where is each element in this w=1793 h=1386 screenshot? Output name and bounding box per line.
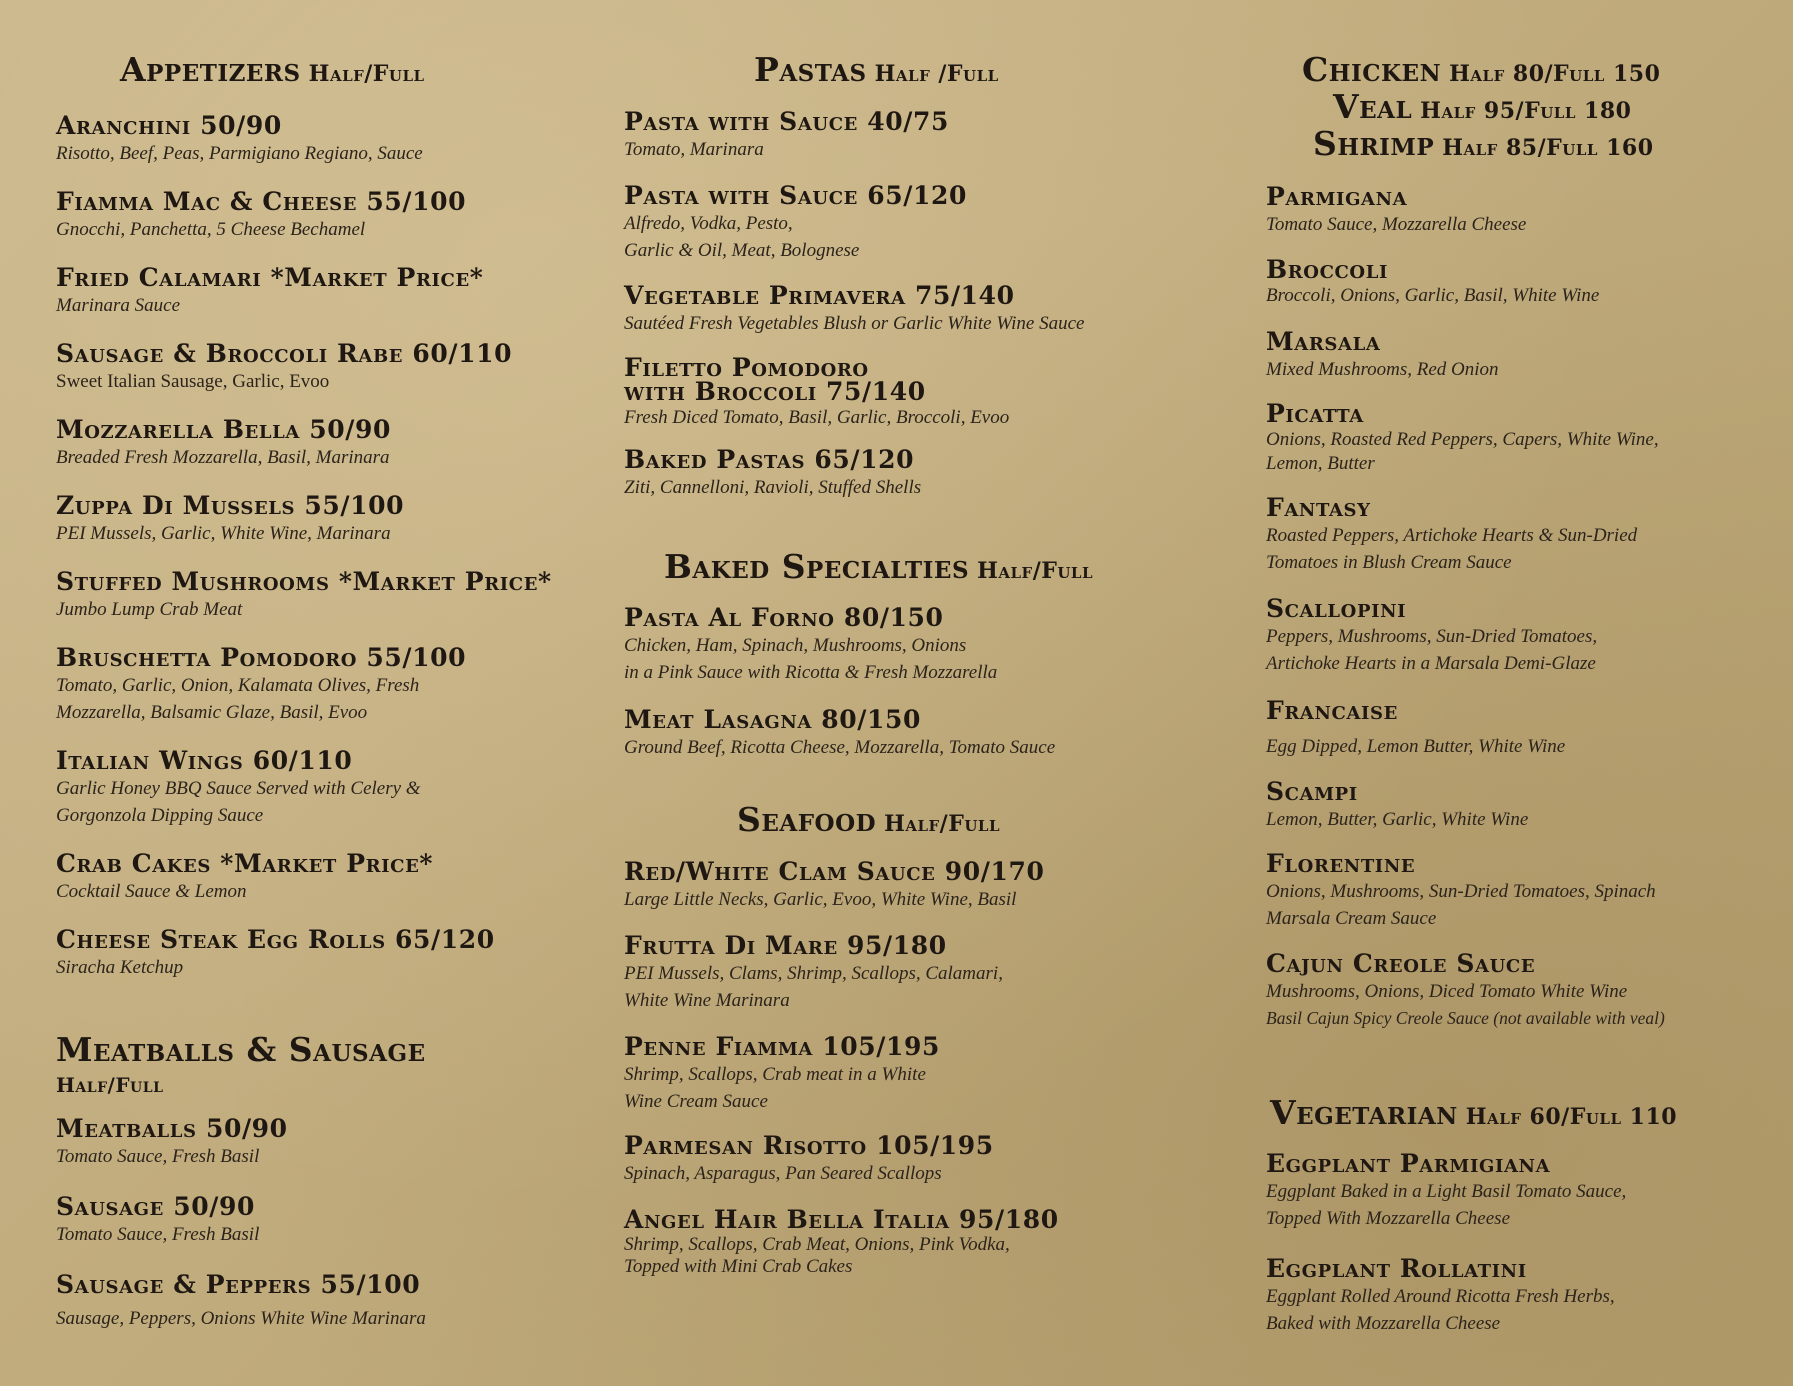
- menu-item: [56, 926, 495, 981]
- item-description: Chicken, Ham, Spinach, Mushrooms, Onions in a Pink Sauce with Ricotta & Fresh Mozzarella: [624, 635, 998, 683]
- chicken-heading: Chicken Half 80/Full 150: [1302, 50, 1661, 89]
- menu-item: [56, 340, 512, 395]
- menu-item: [56, 416, 391, 471]
- item-description: Mushrooms, Onions, Diced Tomato White Wine Basil Cajun Spicy Creole Sauce (not available with veal): [1266, 981, 1665, 1028]
- item-name: Bruschetta Pomodoro 55/100: [56, 643, 467, 672]
- item-name: Meat Lasagna 80/150: [624, 705, 921, 734]
- item-description: Tomato Sauce, Fresh Basil: [56, 1224, 260, 1245]
- item-name: Francaise: [1266, 696, 1398, 725]
- item-description: Sausage, Peppers, Onions White Wine Marinara: [56, 1308, 426, 1329]
- vegetarian-heading: Vegetarian Half 60/Full 110: [1270, 1093, 1678, 1132]
- item-name: Marsala: [1266, 327, 1381, 356]
- shrimp-heading: Shrimp Half 85/Full 160: [1313, 124, 1654, 163]
- item-name: Broccoli: [1266, 255, 1388, 284]
- item-description: Jumbo Lump Crab Meat: [56, 599, 243, 620]
- item-description: Sautéed Fresh Vegetables Blush or Garlic White Wine Sauce: [624, 313, 1085, 334]
- pastas-heading: Pastas Half /Full: [754, 50, 999, 89]
- item-description: Garlic Honey BBQ Sauce Served with Celery & Gorgonzola Dipping Sauce: [56, 778, 421, 826]
- item-description: Risotto, Beef, Peas, Parmigiano Regiano, Sauce: [56, 143, 423, 164]
- item-name: Pasta Al Forno 80/150: [624, 603, 944, 632]
- item-name: Frutta Di Mare 95/180: [624, 931, 947, 960]
- item-name: Italian Wings 60/110: [56, 746, 353, 775]
- item-description: Tomato, Marinara: [624, 139, 764, 160]
- item-description: Siracha Ketchup: [56, 957, 184, 978]
- menu-item: [624, 1132, 994, 1187]
- item-name: Scampi: [1266, 777, 1358, 806]
- item-name: Parmigana: [1266, 182, 1408, 211]
- item-name: Sausage 50/90: [56, 1192, 255, 1221]
- item-name: Crab Cakes *Market Price*: [56, 849, 434, 878]
- appetizers-heading: Appetizers Half/Full: [120, 50, 425, 89]
- item-name: Fried Calamari *Market Price*: [56, 263, 484, 292]
- item-description: Lemon, Butter, Garlic, White Wine: [1266, 809, 1529, 830]
- menu-item: [1266, 778, 1528, 833]
- item-name: Parmesan Risotto 105/195: [624, 1131, 994, 1160]
- meatballs-sausage-subheading: Half/Full: [56, 1073, 164, 1097]
- menu-item: [56, 264, 483, 319]
- item-description: Tomato Sauce, Fresh Basil: [56, 1146, 260, 1167]
- menu-item: [624, 446, 921, 501]
- item-description: Tomato, Garlic, Onion, Kalamata Olives, Fresh Mozzarella, Balsamic Glaze, Basil, Evoo: [56, 675, 420, 723]
- menu-item: [56, 492, 404, 547]
- item-name: Baked Pastas 65/120: [624, 445, 915, 474]
- menu-item: [56, 1271, 426, 1332]
- menu-item: [56, 112, 423, 167]
- item-description: Gnocchi, Panchetta, 5 Cheese Bechamel: [56, 219, 366, 240]
- veal-heading: Veal Half 95/Full 180: [1333, 87, 1632, 126]
- item-description: Eggplant Rolled Around Ricotta Fresh Herbs, Baked with Mozzarella Cheese: [1266, 1286, 1615, 1334]
- item-description: Large Little Necks, Garlic, Evoo, White Wine, Basil: [624, 889, 1017, 910]
- menu-item: [56, 850, 433, 905]
- menu-item: [624, 706, 1055, 761]
- item-name: Angel Hair Bella Italia 95/180: [624, 1205, 1059, 1234]
- item-description: Shrimp, Scallops, Crab Meat, Onions, Pink Vodka, Topped with Mini Crab Cakes: [624, 1234, 1010, 1277]
- item-description: Roasted Peppers, Artichoke Hearts & Sun-Dried Tomatoes in Blush Cream Sauce: [1266, 525, 1638, 573]
- item-description: Peppers, Mushrooms, Sun-Dried Tomatoes, Artichoke Hearts in a Marsala Demi-Glaze: [1266, 626, 1598, 674]
- menu-item: [56, 644, 466, 726]
- menu-item: [1266, 1255, 1615, 1337]
- item-name: Eggplant Parmigiana: [1266, 1149, 1551, 1178]
- menu-item: [624, 353, 1010, 431]
- menu-item: [624, 932, 1003, 1014]
- item-description: Onions, Mushrooms, Sun-Dried Tomatoes, Spinach Marsala Cream Sauce: [1266, 881, 1656, 929]
- menu-item: [1266, 400, 1659, 476]
- menu-item: [1266, 1150, 1626, 1232]
- item-description: PEI Mussels, Garlic, White Wine, Marinara: [56, 523, 391, 544]
- item-description: Ground Beef, Ricotta Cheese, Mozzarella, Tomato Sauce: [624, 737, 1056, 758]
- menu-item: [624, 1033, 940, 1115]
- menu-item: [624, 282, 1084, 337]
- item-name: Aranchini 50/90: [56, 111, 282, 140]
- item-name: Fantasy: [1266, 493, 1371, 522]
- item-description: Tomato Sauce, Mozzarella Cheese: [1266, 214, 1527, 235]
- item-description: Cocktail Sauce & Lemon: [56, 881, 247, 902]
- item-description: Shrimp, Scallops, Crab meat in a White Wine Cream Sauce: [624, 1064, 926, 1112]
- item-description: Broccoli, Onions, Garlic, Basil, White Wine: [1266, 285, 1600, 306]
- item-name: Pasta with Sauce 65/120: [624, 181, 967, 210]
- item-description: Sweet Italian Sausage, Garlic, Evoo: [56, 371, 330, 392]
- menu-item: [56, 1115, 288, 1170]
- item-name: Cajun Creole Sauce: [1266, 949, 1536, 978]
- item-name: Zuppa Di Mussels 55/100: [56, 491, 405, 520]
- menu-item: [1266, 183, 1526, 238]
- item-name: Mozzarella Bella 50/90: [56, 415, 392, 444]
- item-description: Breaded Fresh Mozzarella, Basil, Marinara: [56, 447, 390, 468]
- item-name: Fiamma Mac & Cheese 55/100: [56, 187, 467, 216]
- seafood-heading: Seafood Half/Full: [737, 800, 1001, 839]
- item-name: Stuffed Mushrooms *Market Price*: [56, 567, 552, 596]
- menu-item: [56, 568, 552, 623]
- menu-item: [624, 108, 949, 163]
- item-name: Eggplant Rollatini: [1266, 1254, 1527, 1283]
- item-name: Sausage & Peppers 55/100: [56, 1270, 421, 1299]
- menu-item: [56, 1193, 259, 1248]
- menu-item: [1266, 697, 1565, 760]
- menu-item: [1266, 950, 1665, 1032]
- baked-specialties-heading: Baked Specialties Half/Full: [664, 547, 1094, 586]
- item-description: Ziti, Cannelloni, Ravioli, Stuffed Shells: [624, 477, 922, 498]
- item-name: Florentine: [1266, 849, 1416, 878]
- item-name: Vegetable Primavera 75/140: [624, 281, 1015, 310]
- item-name: Picatta: [1266, 399, 1364, 428]
- item-description: Fresh Diced Tomato, Basil, Garlic, Broccoli, Evoo: [624, 407, 1010, 428]
- item-description: Eggplant Baked in a Light Basil Tomato Sauce, Topped With Mozzarella Cheese: [1266, 1181, 1627, 1229]
- item-name: Sausage & Broccoli Rabe 60/110: [56, 339, 513, 368]
- menu-item: [1266, 494, 1637, 576]
- menu-item: [1266, 328, 1499, 383]
- menu-item: [56, 188, 466, 243]
- item-name: Penne Fiamma 105/195: [624, 1032, 941, 1061]
- item-name: Red/White Clam Sauce 90/170: [624, 857, 1045, 886]
- menu-item: [624, 858, 1044, 913]
- item-description: Onions, Roasted Red Peppers, Capers, White Wine, Lemon, Butter: [1266, 429, 1659, 474]
- menu-item: [56, 747, 421, 829]
- item-description: Mixed Mushrooms, Red Onion: [1266, 359, 1499, 380]
- item-name: Filetto Pomodoro with Broccoli 75/140: [624, 353, 926, 406]
- menu-item: [1266, 256, 1599, 308]
- item-description: Spinach, Asparagus, Pan Seared Scallops: [624, 1163, 942, 1184]
- menu-item: [1266, 595, 1597, 677]
- item-name: Cheese Steak Egg Rolls 65/120: [56, 925, 495, 954]
- item-name: Scallopini: [1266, 594, 1407, 623]
- item-description: Egg Dipped, Lemon Butter, White Wine: [1266, 736, 1566, 757]
- menu-item: [624, 604, 997, 686]
- item-description: PEI Mussels, Clams, Shrimp, Scallops, Calamari, White Wine Marinara: [624, 963, 1003, 1011]
- meatballs-sausage-heading: Meatballs & Sausage: [56, 1030, 426, 1069]
- item-name: Meatballs 50/90: [56, 1114, 288, 1143]
- menu-item: [624, 1206, 1059, 1278]
- item-description: Marinara Sauce: [56, 295, 181, 316]
- item-description: Alfredo, Vodka, Pesto, Garlic & Oil, Meat, Bolognese: [624, 213, 860, 261]
- menu-item: [1266, 850, 1656, 932]
- item-name: Pasta with Sauce 40/75: [624, 107, 949, 136]
- menu-item: [624, 182, 967, 264]
